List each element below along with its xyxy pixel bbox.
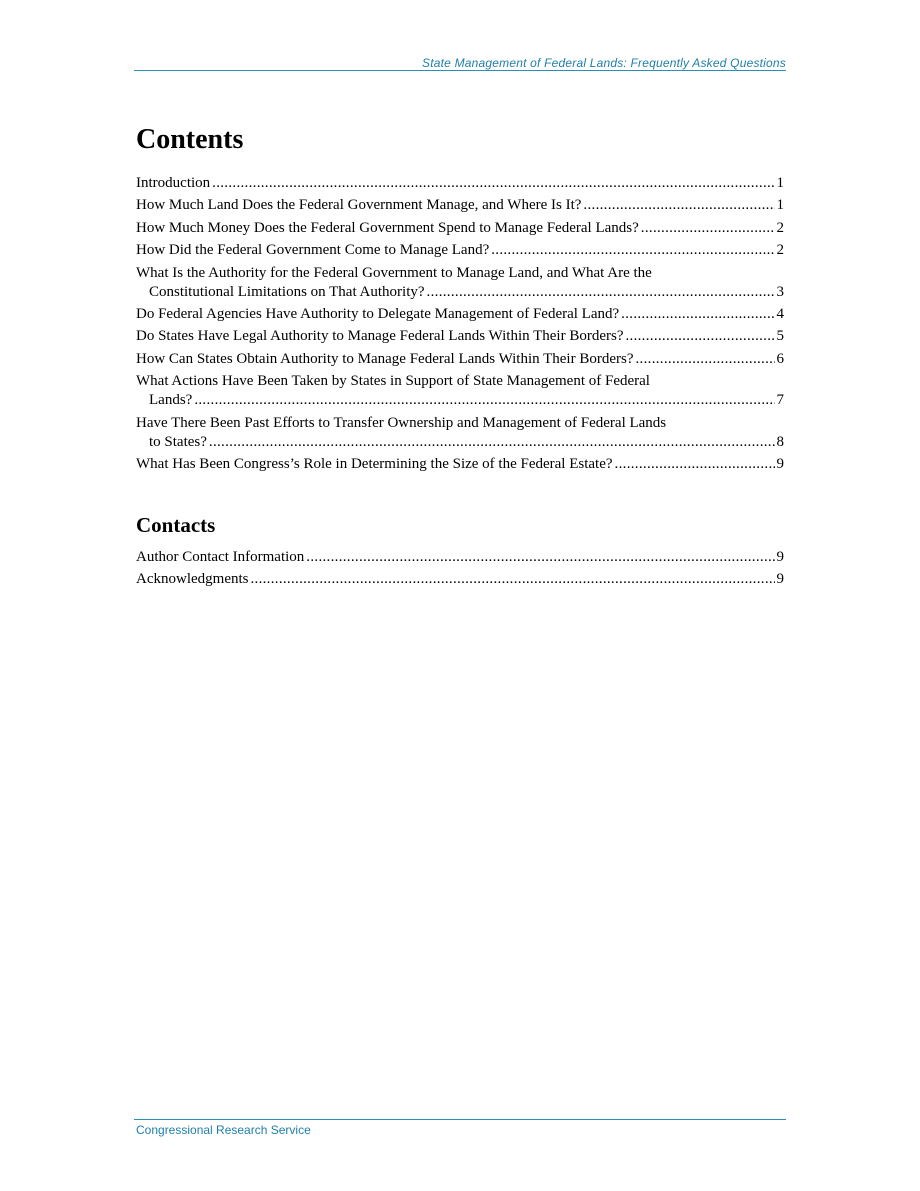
contacts-list <box>136 548 784 593</box>
toc-entry-past-transfer-efforts[interactable] <box>136 414 784 452</box>
toc-entry-text: Introduction <box>136 175 211 191</box>
toc-page-number: 9 <box>776 455 784 472</box>
toc-entry-text-line1: Have There Been Past Efforts to Transfer Ownership and Management of Federal Lands <box>136 414 667 431</box>
running-header-title: State Management of Federal Lands: Frequently Asked Questions <box>422 56 786 70</box>
page-footer <box>134 1119 786 1137</box>
toc-page-number: 4 <box>776 305 784 322</box>
toc-entry-author-contact[interactable] <box>136 548 784 567</box>
toc-entry-authority-limitations[interactable] <box>136 264 784 302</box>
toc-entry-states-obtain-authority[interactable] <box>136 350 784 369</box>
leader-dots <box>209 433 775 452</box>
leader-dots <box>641 219 775 238</box>
toc-page-number: 8 <box>776 433 784 450</box>
leader-dots <box>615 455 775 474</box>
toc-entry-text: Do States Have Legal Authority to Manage Federal Lands Within Their Borders? <box>136 328 624 345</box>
toc-entry-how-much-land[interactable] <box>136 196 784 215</box>
toc-entry-text: What Has Been Congress’s Role in Determining the Size of the Federal Estate? <box>136 455 613 472</box>
running-header <box>134 54 786 71</box>
leader-dots <box>621 305 774 324</box>
leader-dots <box>636 350 775 369</box>
toc-entry-text: How Can States Obtain Authority to Manage Federal Lands Within Their Borders? <box>136 350 634 367</box>
leader-dots <box>625 327 774 346</box>
toc-page-number: 7 <box>776 392 784 409</box>
toc-entry-state-actions[interactable] <box>136 372 784 410</box>
contents-list <box>136 174 784 477</box>
toc-page-number: 9 <box>776 549 784 565</box>
leader-dots <box>491 241 774 260</box>
contacts-heading: Contacts <box>136 513 216 537</box>
toc-entry-text-line2: to States? <box>149 433 207 450</box>
leader-dots <box>583 196 774 215</box>
toc-entry-text-line2: Constitutional Limitations on That Authority? <box>149 283 425 300</box>
toc-entry-introduction[interactable] <box>136 174 784 193</box>
toc-entry-text: How Much Money Does the Federal Government Spend to Manage Federal Lands? <box>136 219 639 236</box>
toc-page-number: 1 <box>776 197 784 214</box>
contents-heading: Contents <box>136 124 244 155</box>
toc-entry-text-line1: What Is the Authority for the Federal Government to Manage Land, and What Are the <box>136 264 652 281</box>
toc-page-number: 3 <box>776 283 784 300</box>
toc-entry-text-line1: What Actions Have Been Taken by States in Support of State Management of Federal <box>136 373 650 390</box>
toc-page-number: 2 <box>776 242 784 259</box>
toc-entry-acknowledgments[interactable] <box>136 570 784 589</box>
toc-entry-text: How Did the Federal Government Come to Manage Land? <box>136 242 490 259</box>
toc-entry-text: Acknowledgments <box>136 571 249 588</box>
toc-page-number: 1 <box>776 175 784 191</box>
toc-entry-states-legal-authority[interactable] <box>136 327 784 346</box>
footer-organization: Congressional Research Service <box>136 1123 311 1137</box>
toc-entry-text: Do Federal Agencies Have Authority to Delegate Management of Federal Land? <box>136 305 620 322</box>
leader-dots <box>194 391 774 410</box>
toc-entry-text: Author Contact Information <box>136 549 305 565</box>
toc-page-number: 2 <box>776 219 784 236</box>
toc-entry-how-much-money[interactable] <box>136 219 784 238</box>
toc-entry-how-did-government-manage[interactable] <box>136 241 784 260</box>
toc-entry-text-line2: Lands? <box>149 392 193 409</box>
toc-page-number: 5 <box>776 328 784 345</box>
leader-dots <box>427 283 775 302</box>
toc-entry-congress-role[interactable] <box>136 455 784 474</box>
toc-page-number: 9 <box>776 571 784 588</box>
leader-dots <box>212 174 774 193</box>
leader-dots <box>306 548 774 567</box>
toc-entry-delegate-management[interactable] <box>136 305 784 324</box>
leader-dots <box>250 570 774 589</box>
toc-entry-text: How Much Land Does the Federal Government Manage, and Where Is It? <box>136 197 582 214</box>
toc-page-number: 6 <box>776 350 784 367</box>
